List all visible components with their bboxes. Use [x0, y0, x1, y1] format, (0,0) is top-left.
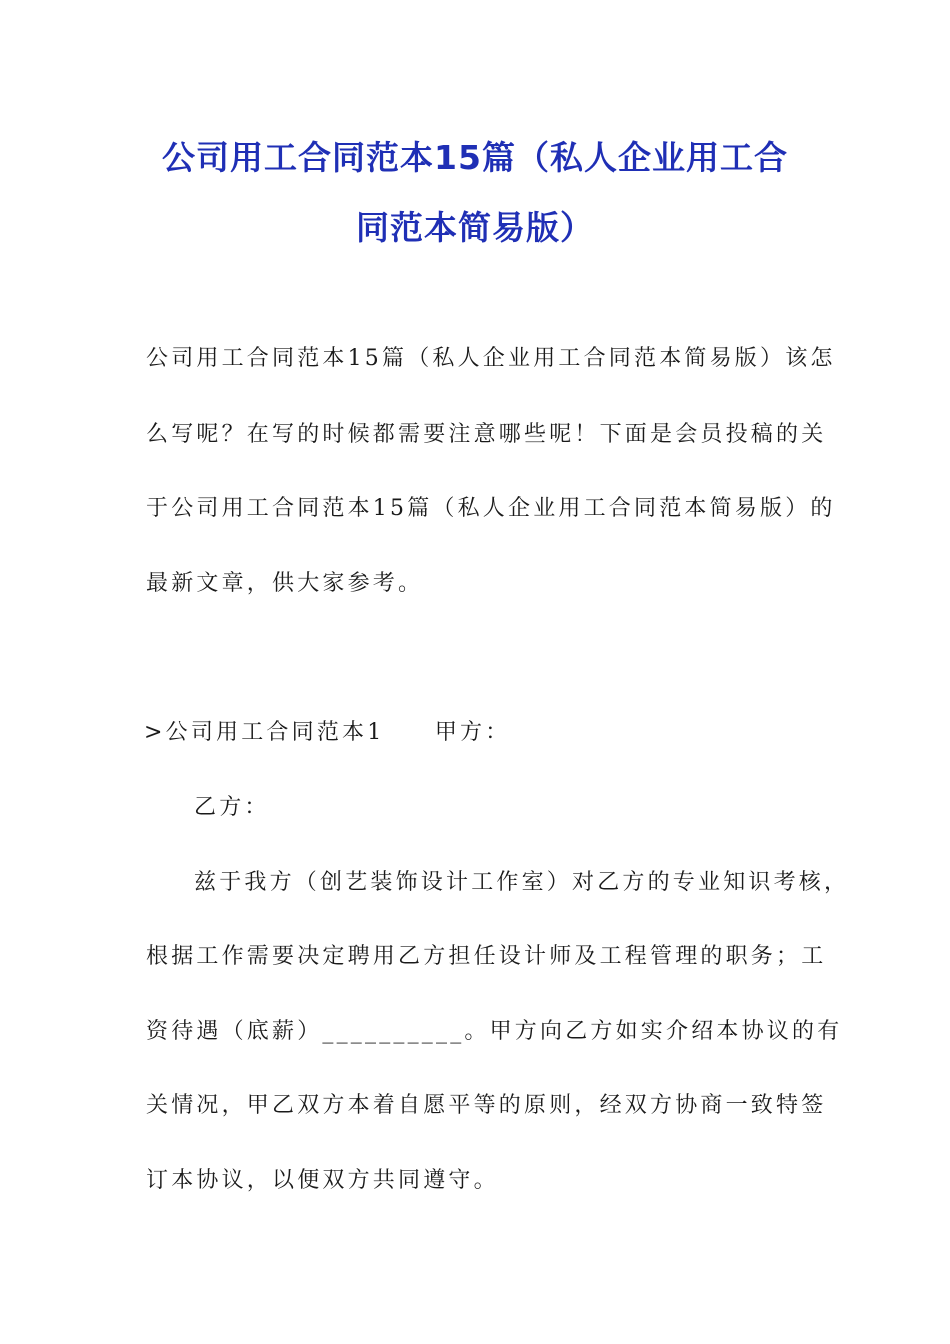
- body-line-5: 订本协议，以便双方共同遵守。: [146, 1168, 499, 1193]
- party-b-label: 乙方：: [194, 795, 270, 820]
- body-line-3: 资待遇（底薪）__________。甲方向乙方如实介绍本协议的有: [146, 1019, 843, 1044]
- document-title-line-1: 公司用工合同范本15篇（私人企业用工合: [162, 138, 788, 177]
- document-title-line-2: 同范本简易版）: [356, 208, 594, 247]
- intro-line-1: 公司用工合同范本15篇（私人企业用工合同范本简易版）该怎: [146, 346, 836, 371]
- intro-line-4: 最新文章，供大家参考。: [146, 571, 424, 596]
- body-line-1: 兹于我方（创艺装饰设计工作室）对乙方的专业知识考核，: [194, 870, 850, 895]
- body-line-2: 根据工作需要决定聘用乙方担任设计师及工程管理的职务；工: [146, 944, 827, 969]
- body-line-4: 关情况，甲乙双方本着自愿平等的原则，经双方协商一致特签: [146, 1093, 827, 1118]
- intro-line-3: 于公司用工合同范本15篇（私人企业用工合同范本简易版）的: [146, 496, 836, 521]
- intro-line-2: 么写呢？在写的时候都需要注意哪些呢！下面是会员投稿的关: [146, 422, 827, 447]
- section-heading: >公司用工合同范本1 甲方：: [144, 720, 511, 745]
